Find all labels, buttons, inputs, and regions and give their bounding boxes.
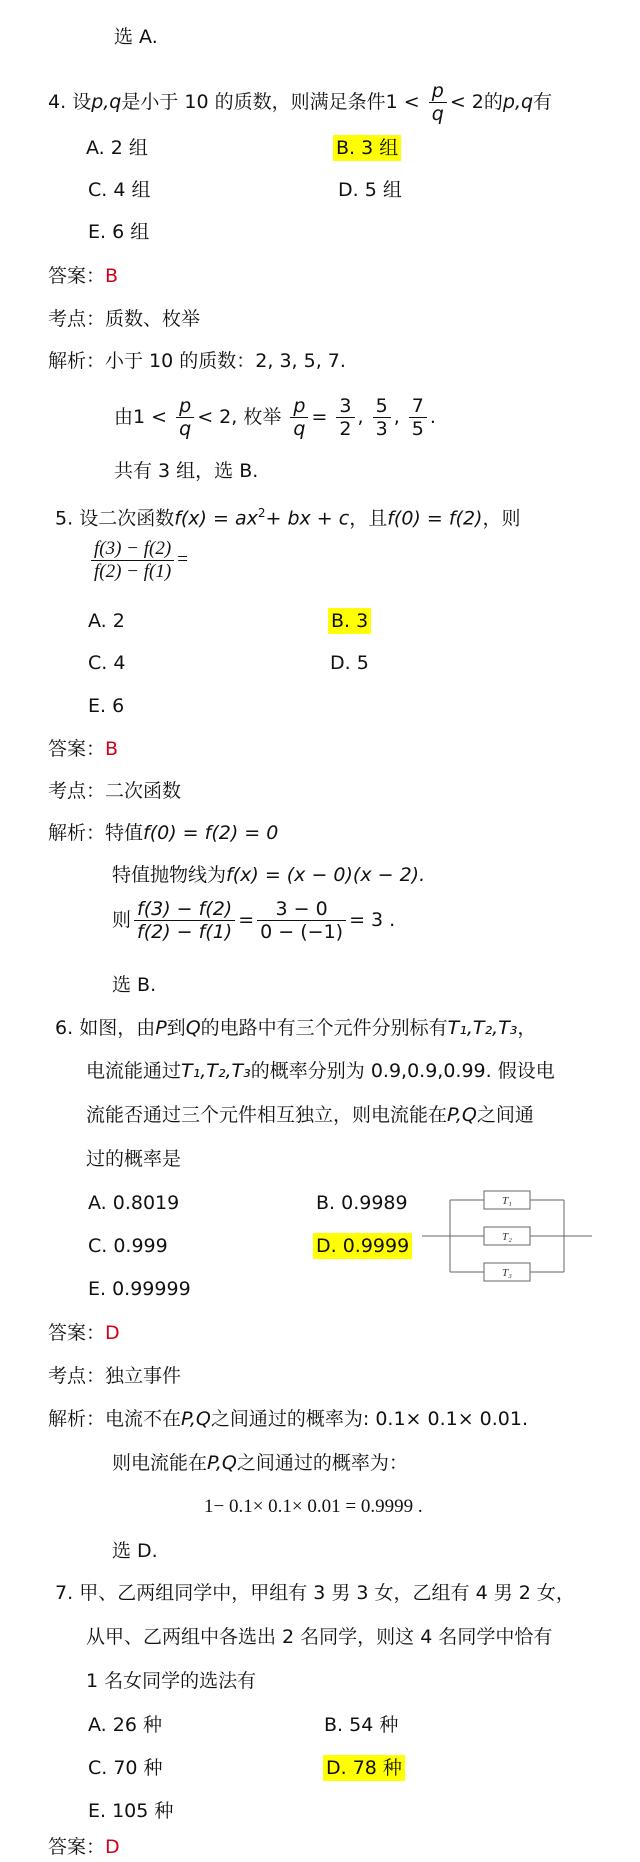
- q4-number: 4.: [48, 91, 67, 113]
- q6-sol1-c: 0.1× 0.1× 0.01.: [375, 1408, 529, 1430]
- q7-answer: D: [105, 1836, 120, 1858]
- q6-P: P: [155, 1017, 167, 1039]
- q5-option-b-highlighted: B. 3: [328, 608, 371, 634]
- q6-option-c: C. 0.999: [88, 1235, 168, 1257]
- q7-answer-line: [48, 1834, 120, 1860]
- q5-sol3-num: f(3) − f(2): [137, 898, 233, 920]
- q5-square: 2: [257, 506, 266, 520]
- q7-line-1: [55, 1580, 575, 1606]
- q7-option-c: C. 70 种: [88, 1757, 163, 1779]
- q5-solution-4: 选 B.: [112, 974, 157, 996]
- q4-sol2-a: 由: [114, 406, 134, 428]
- q6-option-d-highlighted: D. 0.9999: [313, 1233, 412, 1259]
- q4-cond-p: p: [431, 80, 444, 102]
- q6-option-a: A. 0.8019: [88, 1192, 180, 1214]
- q5-option-a: A. 2: [88, 610, 125, 632]
- label-t1: T₁: [502, 1195, 512, 1207]
- q7-option-b: B. 54 种: [324, 1714, 399, 1736]
- q5-frac-num: f(3) − f(2): [94, 538, 172, 559]
- q6-Ts: T₁,T₂,T₃: [447, 1017, 518, 1039]
- q5-point-line: [48, 778, 181, 804]
- q4-option-e: E. 6 组: [88, 221, 150, 243]
- q4-frac2-num: 5: [375, 395, 388, 417]
- q4-vars: p,q: [91, 91, 122, 113]
- q5-option-d: D. 5: [330, 652, 369, 674]
- q4-sol2-p2: p: [293, 395, 306, 417]
- q5-solution-2: [112, 862, 425, 888]
- q6-l2-b: 的概率分别为: [250, 1060, 365, 1082]
- q6-line-2: [86, 1058, 555, 1084]
- q6-line-1: [55, 1015, 536, 1041]
- q4-solution-2: [114, 395, 436, 440]
- q6-l1-b: 到: [166, 1017, 186, 1039]
- q5-answer: B: [105, 738, 119, 760]
- q4-solution-1: [48, 348, 346, 374]
- q4-sep-1: ,: [357, 406, 364, 428]
- q5-stem: [55, 500, 520, 531]
- q5-function-rest: + bx + c: [265, 507, 350, 530]
- q5-question-fraction: [88, 538, 188, 583]
- q7-number: 7.: [55, 1582, 74, 1604]
- q5-number: 5.: [55, 507, 74, 530]
- q4-solution-3: 共有 3 组，选 B.: [114, 460, 259, 482]
- q6-point-line: [48, 1363, 181, 1389]
- q4-sol2-q: q: [176, 417, 194, 440]
- q4-sol2-c: < 2,: [197, 406, 238, 428]
- q4-point-line: [48, 306, 200, 332]
- q5-sol3-eq: =: [238, 909, 255, 931]
- q5-sol2-a: 特值抛物线为: [112, 864, 227, 886]
- q5-sol2-b: f(x) = (x − 0)(x − 2).: [226, 864, 426, 886]
- q4-sol2-d: 枚举: [243, 406, 282, 428]
- q5-sol1-a: 特值: [105, 822, 144, 844]
- q4-sol2-p: p: [179, 395, 192, 417]
- q5-option-e: E. 6: [88, 695, 125, 717]
- q4-stem-b: 是小于 10 的质数，则满足条件: [121, 91, 386, 113]
- q4-sol2-eq: =: [311, 406, 328, 428]
- q6-option-e: E. 0.99999: [88, 1278, 191, 1300]
- q6-sol2-PQ: P,Q: [207, 1452, 237, 1474]
- q4-stem-a: 设: [72, 91, 92, 113]
- q4-point: 质数、枚举: [105, 308, 201, 330]
- q4-solution-label: 解析：: [48, 350, 106, 372]
- q4-end: .: [429, 406, 436, 428]
- q6-line-3: [86, 1102, 534, 1128]
- q4-stem: [48, 80, 552, 125]
- q6-sol1-a: 电流不在: [105, 1408, 182, 1430]
- q4-answer-label: 答案：: [48, 265, 106, 287]
- q6-l1-d: ，: [517, 1017, 537, 1039]
- q4-option-a: A. 2 组: [86, 137, 148, 159]
- q3-conclusion: 选 A.: [114, 26, 158, 48]
- q6-l2-a: 电流能通过: [86, 1060, 182, 1082]
- label-t3: T₃: [502, 1267, 512, 1279]
- q6-solution-label: 解析：: [48, 1408, 106, 1430]
- q4-point-label: 考点：: [48, 308, 106, 330]
- q6-l3-a: 流能否通过三个元件相互独立，则电流能在: [86, 1104, 448, 1126]
- circuit-diagram: [422, 1184, 592, 1288]
- q6-Ts-2: T₁,T₂,T₃: [181, 1060, 251, 1082]
- q7-l1: 甲、乙两组同学中，甲组有 3 男 3 女，乙组有 4 男 2 女，: [79, 1582, 575, 1604]
- q5-sol1-b: f(0) = f(2) = 0: [143, 822, 279, 844]
- q6-sol1-PQ: P,Q: [181, 1408, 211, 1430]
- q6-sol1-b: 之间通过的概率为:: [210, 1408, 370, 1430]
- q4-frac3-den: 5: [409, 417, 427, 440]
- q4-answer-line: [48, 263, 118, 289]
- q5-function: f(x) = ax: [174, 507, 258, 530]
- q7-answer-label: 答案：: [48, 1836, 106, 1858]
- q6-Q: Q: [185, 1017, 201, 1039]
- q5-condition: f(0) = f(2): [387, 507, 483, 530]
- q4-option-d: D. 5 组: [338, 179, 402, 201]
- q7-line-3: 1 名女同学的选法有: [86, 1670, 257, 1692]
- q5-point: 二次函数: [105, 780, 182, 802]
- q4-vars-2: p,q: [502, 91, 534, 113]
- q7-option-d-highlighted: D. 78 种: [323, 1755, 405, 1781]
- q4-stem-c: 的: [483, 91, 503, 113]
- label-t2: T₂: [502, 1231, 512, 1243]
- q4-solution-primes: 小于 10 的质数：2, 3, 5, 7.: [105, 350, 346, 372]
- q5-stem-c: ，则: [482, 507, 521, 530]
- q4-frac1-num: 3: [339, 395, 352, 417]
- q6-sol2-a: 则电流能在: [112, 1452, 208, 1474]
- q6-answer-line: [48, 1320, 120, 1346]
- q6-l1-c: 的电路中有三个元件分别标有: [200, 1017, 448, 1039]
- q6-solution-4: 选 D.: [112, 1540, 158, 1562]
- q6-probs: 0.9,0.9,0.99.: [370, 1060, 492, 1082]
- q5-sol3-den: f(2) − f(1): [134, 920, 235, 943]
- q6-PQ: P,Q: [447, 1104, 477, 1126]
- q4-sol2-q2: q: [290, 417, 308, 440]
- q5-frac-den: f(2) − f(1): [91, 560, 174, 583]
- q5-solution-1: [48, 820, 278, 846]
- q6-number: 6.: [55, 1017, 74, 1039]
- q5-sol3-num2: 3 − 0: [275, 898, 328, 920]
- q5-sol3-den2: 0 − (−1): [257, 920, 346, 943]
- q6-l3-b: 之间通: [476, 1104, 534, 1126]
- q4-option-c: C. 4 组: [88, 179, 151, 201]
- q6-l2-c: 假设电: [497, 1060, 555, 1082]
- q4-sol2-b: 1 <: [133, 406, 168, 428]
- q5-solution-3: [112, 898, 395, 943]
- q6-l1-a: 如图，由: [79, 1017, 156, 1039]
- q4-cond-left: 1 <: [385, 91, 420, 113]
- q7-option-e: E. 105 种: [88, 1800, 174, 1822]
- q5-point-label: 考点：: [48, 780, 106, 802]
- q6-solution-1: [48, 1406, 528, 1432]
- q4-cond-right: < 2: [449, 91, 484, 113]
- q6-answer-label: 答案：: [48, 1322, 106, 1344]
- q4-frac2-den: 3: [373, 417, 391, 440]
- q4-cond-q: q: [429, 102, 447, 125]
- q5-answer-line: [48, 736, 118, 762]
- q4-sep-2: ,: [393, 406, 400, 428]
- q6-point-label: 考点：: [48, 1365, 106, 1387]
- q6-line-4: 过的概率是: [86, 1148, 182, 1170]
- q5-eq: =: [177, 548, 188, 570]
- q6-sol2-b: 之间通过的概率为：: [236, 1452, 408, 1474]
- q6-solution-3: 1− 0.1× 0.1× 0.01 = 0.9999 .: [204, 1496, 423, 1517]
- q4-frac1-den: 2: [336, 417, 354, 440]
- q7-option-a: A. 26 种: [88, 1714, 162, 1736]
- q4-answer: B: [105, 265, 119, 287]
- q4-stem-d: 有: [533, 91, 553, 113]
- q6-option-b: B. 0.9989: [316, 1192, 408, 1214]
- q5-stem-a: 设二次函数: [79, 507, 175, 530]
- q6-answer: D: [105, 1322, 120, 1344]
- q5-answer-label: 答案：: [48, 738, 106, 760]
- q5-solution-label: 解析：: [48, 822, 106, 844]
- q5-sol3-a: 则: [112, 909, 132, 931]
- q4-frac3-num: 7: [411, 395, 424, 417]
- q4-option-b-highlighted: B. 3 组: [333, 135, 401, 161]
- q6-point: 独立事件: [105, 1365, 182, 1387]
- q6-solution-2: [112, 1450, 408, 1476]
- q7-line-2: 从甲、乙两组中各选出 2 名同学，则这 4 名同学中恰有: [86, 1626, 553, 1648]
- q5-sol3-result: = 3 .: [349, 909, 396, 931]
- q5-stem-b: ，且: [349, 507, 388, 530]
- q5-option-c: C. 4: [88, 652, 126, 674]
